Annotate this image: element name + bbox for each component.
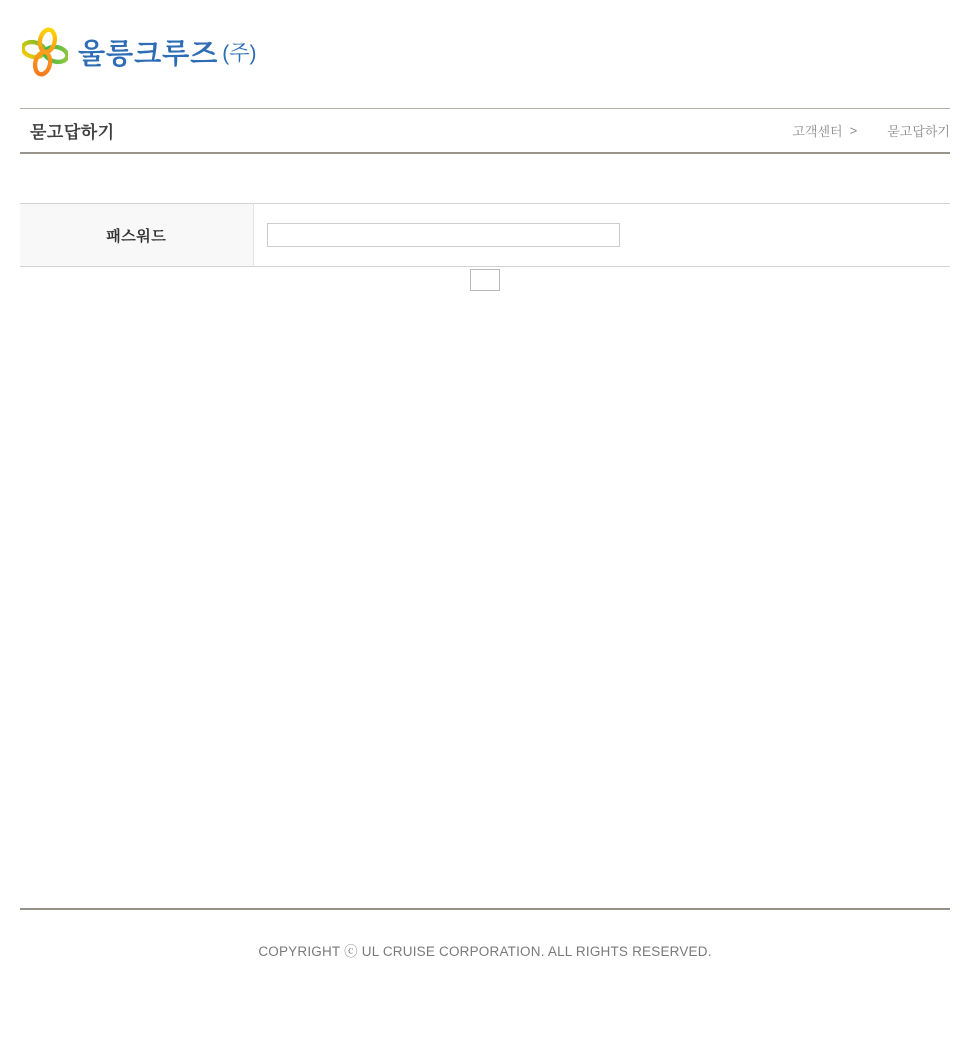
breadcrumb bbox=[792, 121, 950, 140]
logo-company-name: 울릉크루즈 bbox=[78, 38, 219, 69]
button-row bbox=[0, 269, 970, 291]
breadcrumb-parent[interactable]: 고객센터 bbox=[792, 124, 843, 139]
copyright-text: COPYRIGHT ⓒ UL CRUISE CORPORATION. ALL RIGHTS RESERVED. bbox=[258, 944, 712, 959]
site-header bbox=[0, 0, 970, 108]
password-input-cell bbox=[253, 204, 950, 267]
confirm-button[interactable] bbox=[470, 269, 500, 291]
main-content bbox=[0, 203, 970, 291]
password-label: 패스워드 bbox=[20, 204, 253, 267]
logo-company-suffix: (주) bbox=[222, 42, 257, 65]
pinwheel-logo-icon bbox=[22, 27, 68, 77]
password-input[interactable] bbox=[267, 223, 620, 247]
breadcrumb-current[interactable]: 묻고답하기 bbox=[887, 124, 950, 139]
logo[interactable] bbox=[22, 27, 257, 77]
password-table-row bbox=[20, 204, 950, 267]
breadcrumb-separator-icon: > bbox=[849, 123, 858, 138]
page-title: 묻고답하기 bbox=[30, 123, 115, 142]
page-title-bar bbox=[20, 108, 950, 154]
footer bbox=[20, 908, 950, 1021]
password-table bbox=[20, 203, 950, 267]
